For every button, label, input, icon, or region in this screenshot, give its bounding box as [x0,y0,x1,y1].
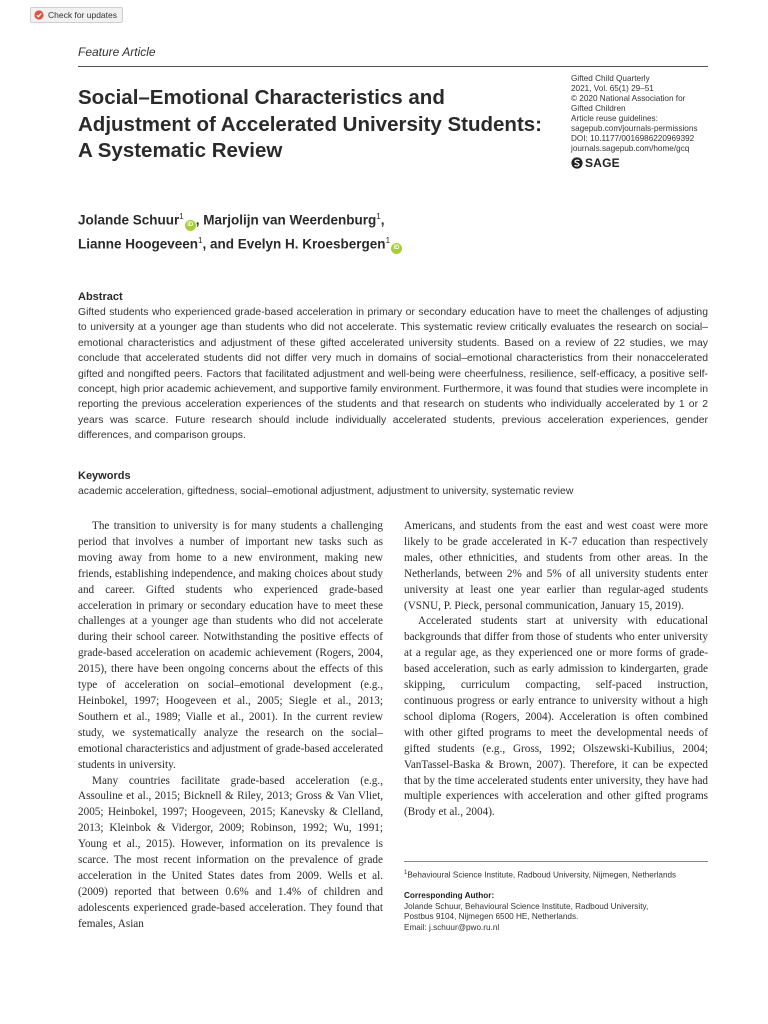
corresponding-author-line: Jolande Schuur, Behavioural Science Institute, Radboud University, [404,901,649,911]
footnote-divider [404,861,708,862]
footnote-mark: 1 [404,870,408,876]
sage-logo-icon [571,157,583,169]
journal-info-line: © 2020 National Association for [571,94,686,103]
body-paragraph: Accelerated students start at university with educational backgrounds that differ from those of students who enter university at a regular age, as they experienced one or more forms of grade-based acceleration, such as early admission to kindergarten, grade skipping, curriculum compacting, self-paced instruction, continuous progress or early entrance to university without a high school diploma (Rogers, 2004). Acceleration is often combined with other gifted programs to meet the developmental needs of gifted students (e.g., Gross, 1992; Olszewski-Kubilius, 2004; VanTassel-Baska & Brown, 2007). Therefore, it can be expected that by the time accelerated students enter university, they have had multiple experiences with acceleration and other gifted programs (Brody et al., 2004). [404,615,708,819]
article-title: Social–Emotional Characteristics and Adjustment of Accelerated University Students: A Systematic Review [78,86,543,162]
orcid-icon[interactable]: iD [185,220,196,231]
author-name: Jolande Schuur [78,212,180,228]
corresponding-author [404,891,714,933]
author-separator: , [195,212,204,228]
author-name: Lianne Hoogeveen [78,236,199,251]
author-affiliation-mark: 1 [376,212,381,221]
journal-info-line: Article reuse guidelines: [571,114,658,123]
author-name: Marjolijn van Weerdenburg [203,212,377,228]
header-divider [78,66,708,67]
publisher-logo [571,157,721,169]
permissions-link[interactable]: sagepub.com/journals-permissions [571,124,698,133]
body-column-right [404,519,708,821]
body-paragraph: Americans, and students from the east and west coast were more likely to be grade accelerated in K-7 education than respectively males, other ethnicities, and students from other areas. In the Netherlands, between 2% and 5% of all university students enter university at least one year earlier than regular-aged students (VSNU, P. Pieck, personal communication, January 15, 2019). [404,520,708,612]
author-affiliation-mark: 1 [385,235,391,245]
footnote-text: Behavioural Science Institute, Radboud University, Nijmegen, Netherlands [407,870,677,880]
body-column-left [78,519,383,933]
keywords-heading: Keywords [78,470,131,482]
author-affiliation-mark: 1 [198,235,203,245]
article-type: Feature Article [78,45,156,59]
abstract-heading: Abstract [78,291,123,303]
corresponding-author-line: Postbus 9104, Nijmegen 6500 HE, Netherlands. [404,912,579,921]
orcid-icon[interactable]: iD [391,243,402,254]
check-for-updates-label: Check for updates [48,10,117,20]
author-separator: , and [202,236,238,251]
check-for-updates-button[interactable] [30,7,123,23]
journal-info-line: Gifted Child Quarterly [571,74,650,83]
author-separator: , [380,212,385,228]
body-paragraph: Many countries facilitate grade-based acceleration (e.g., Assouline et al., 2015; Bicknell & Riley, 2013; Gross & Van Vliet, 2005; Heinbokel, 1997; Hoogeveen, 2015; Kanevsky & Clelland, 2013; Kleinbok & Vidergor, 2009; Robinson, 1992; Wu, 1991; Young et al., 2015). However, information on its prevalence is scarce. The most recent information on the prevalence of grade acceleration in the United States dates from 2009. Wells et al. (2009) reported that between 0.6% and 1.4% of children and adolescents experienced grade-based acceleration. They found that females, Asian [78,774,383,930]
corresponding-author-email[interactable]: Email: j.schuur@pwo.ru.nl [404,922,500,932]
body-paragraph: The transition to university is for many students a challenging period that involves a number of important new tasks such as moving away from home to a new environment, making new friends, establishing independence, and making choices about study and career. Gifted students who experienced grade-based acceleration in primary or secondary education have to meet these challenges at a younger age than students who did not accelerate during their school career. Notwithstanding the positive effects of grade-based acceleration on academic achievement (Rogers, 2004, 2015), there have been ongoing concerns about the effects of this type of acceleration on social–emotional development (e.g., Heinbokel, 1997; Hoogeveen et al., 2005; Siegle et al., 2013; Southern et al., 1989; Vialle et al., 2001). In the current review study, we systematically analyze the research on the social–emotional characteristics and adjustment of grade-based accelerated students in university. [78,520,383,771]
journal-info-line: Gifted Children [571,104,626,113]
journal-home-link[interactable]: journals.sagepub.com/home/gcq [571,144,690,153]
affiliation-footnote [404,868,714,881]
publisher-name: SAGE [585,156,620,170]
author-affiliation-mark: 1 [179,212,184,221]
crossmark-icon [34,10,44,20]
journal-info [571,74,721,169]
journal-info-line: 2021, Vol. 65(1) 29–51 [571,84,654,93]
abstract-text: Gifted students who experienced grade-based acceleration in primary or secondary education have to meet the challenges of adjusting to university at a younger age than students who did not accelerate. This systematic review critically evaluates the research on social–emotional characteristics and adjustment of these gifted accelerated university students. Based on a review of 22 studies, we may conclude that accelerated students did not differ very much in domains of social–emotional characteristics from their nonaccelerated gifted and nongifted peers. Factors that facilitated adjustment and well-being were cheerfulness, resilience, self-efficacy, a positive self-concept, high prior academic achievement, and supportive family environment. Furthermore, it was found that studies were incomplete in reporting the previous acceleration experiences of the students and that research on students who individually accelerated by 1 or 2 years was scarce. Future research should include individually accelerated students, previous acceleration experiences, gender differences, and comparison groups. [78,307,708,442]
author-list [78,207,598,254]
keywords-text: academic acceleration, giftedness, social–emotional adjustment, adjustment to university, systematic review [78,486,574,497]
author-name: Evelyn H. Kroesbergen [237,236,386,251]
doi-link[interactable]: DOI: 10.1177/0016986220969392 [571,134,695,143]
corresponding-author-heading: Corresponding Author: [404,891,495,900]
